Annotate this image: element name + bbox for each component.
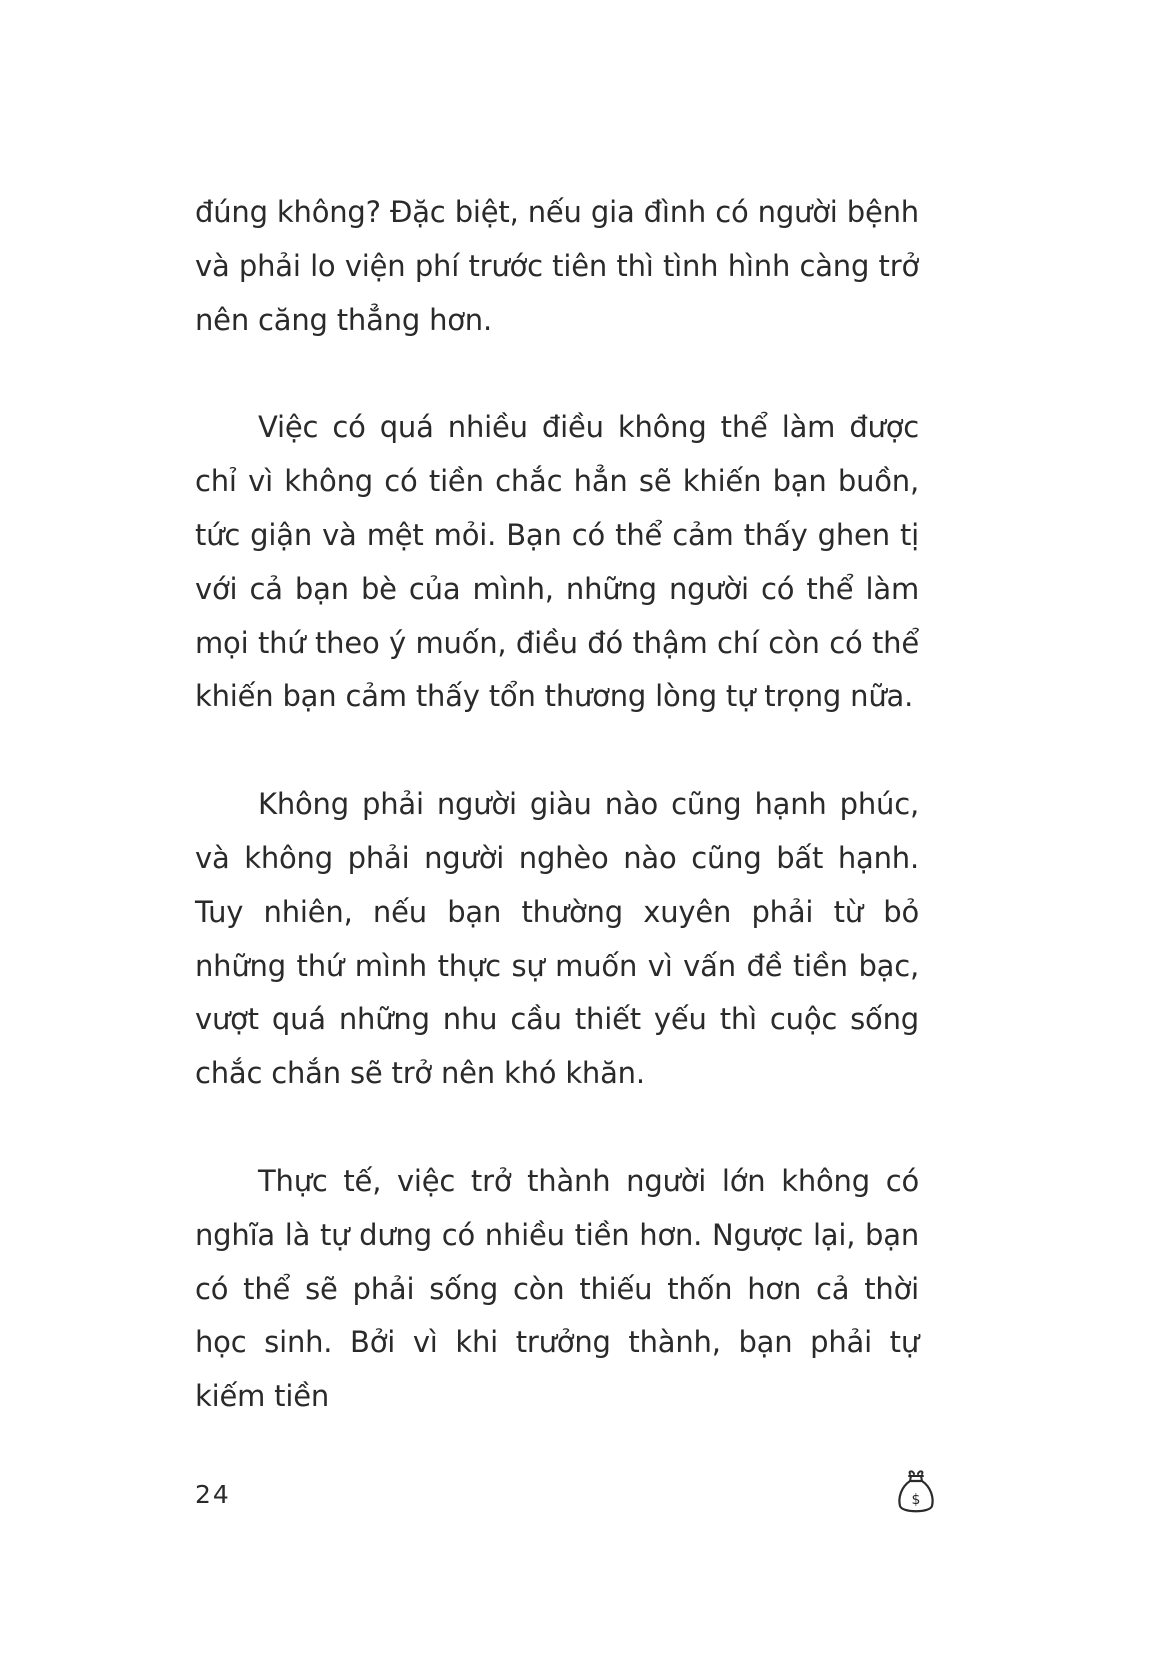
page-number: 24: [195, 1480, 231, 1509]
paragraph-1: đúng không? Đặc biệt, nếu gia đình có người bệnh và phải lo viện phí trước tiên thì tình hình càng trở nên căng thẳng hơn.: [195, 195, 919, 337]
paragraph-4: Thực tế, việc trở thành người lớn không có nghĩa là tự dưng có nhiều tiền hơn. Ngược lại, bạn có thể sẽ phải sống còn thiếu thốn hơn cả thời học sinh. Bởi vì khi trưởng thành, bạn phải tự kiếm tiền: [195, 1163, 919, 1414]
paragraph-2: Việc có quá nhiều điều không thể làm được chỉ vì không có tiền chắc hẳn sẽ khiến bạn buồn, tức giận và mệt mỏi. Bạn có thể cảm thấy ghen tị với cả bạn bè của mình, những người có thể làm mọi thứ theo ý muốn, điều đó thậm chí còn có thể khiến bạn cảm thấy tổn thương lòng tự trọng nữa.: [195, 410, 919, 714]
money-bag-icon: [896, 1470, 936, 1516]
paragraph-3: Không phải người giàu nào cũng hạnh phúc, và không phải người nghèo nào cũng bất hạnh. Tuy nhiên, nếu bạn thường xuyên phải từ bỏ những thứ mình thực sự muốn vì vấn đề tiền bạc, vượt quá những nhu cầu thiết yếu thì cuộc sống chắc chắn sẽ trở nên khó khăn.: [195, 787, 919, 1091]
money-bag-symbol: $: [911, 1492, 921, 1508]
page-body: [195, 186, 919, 1478]
